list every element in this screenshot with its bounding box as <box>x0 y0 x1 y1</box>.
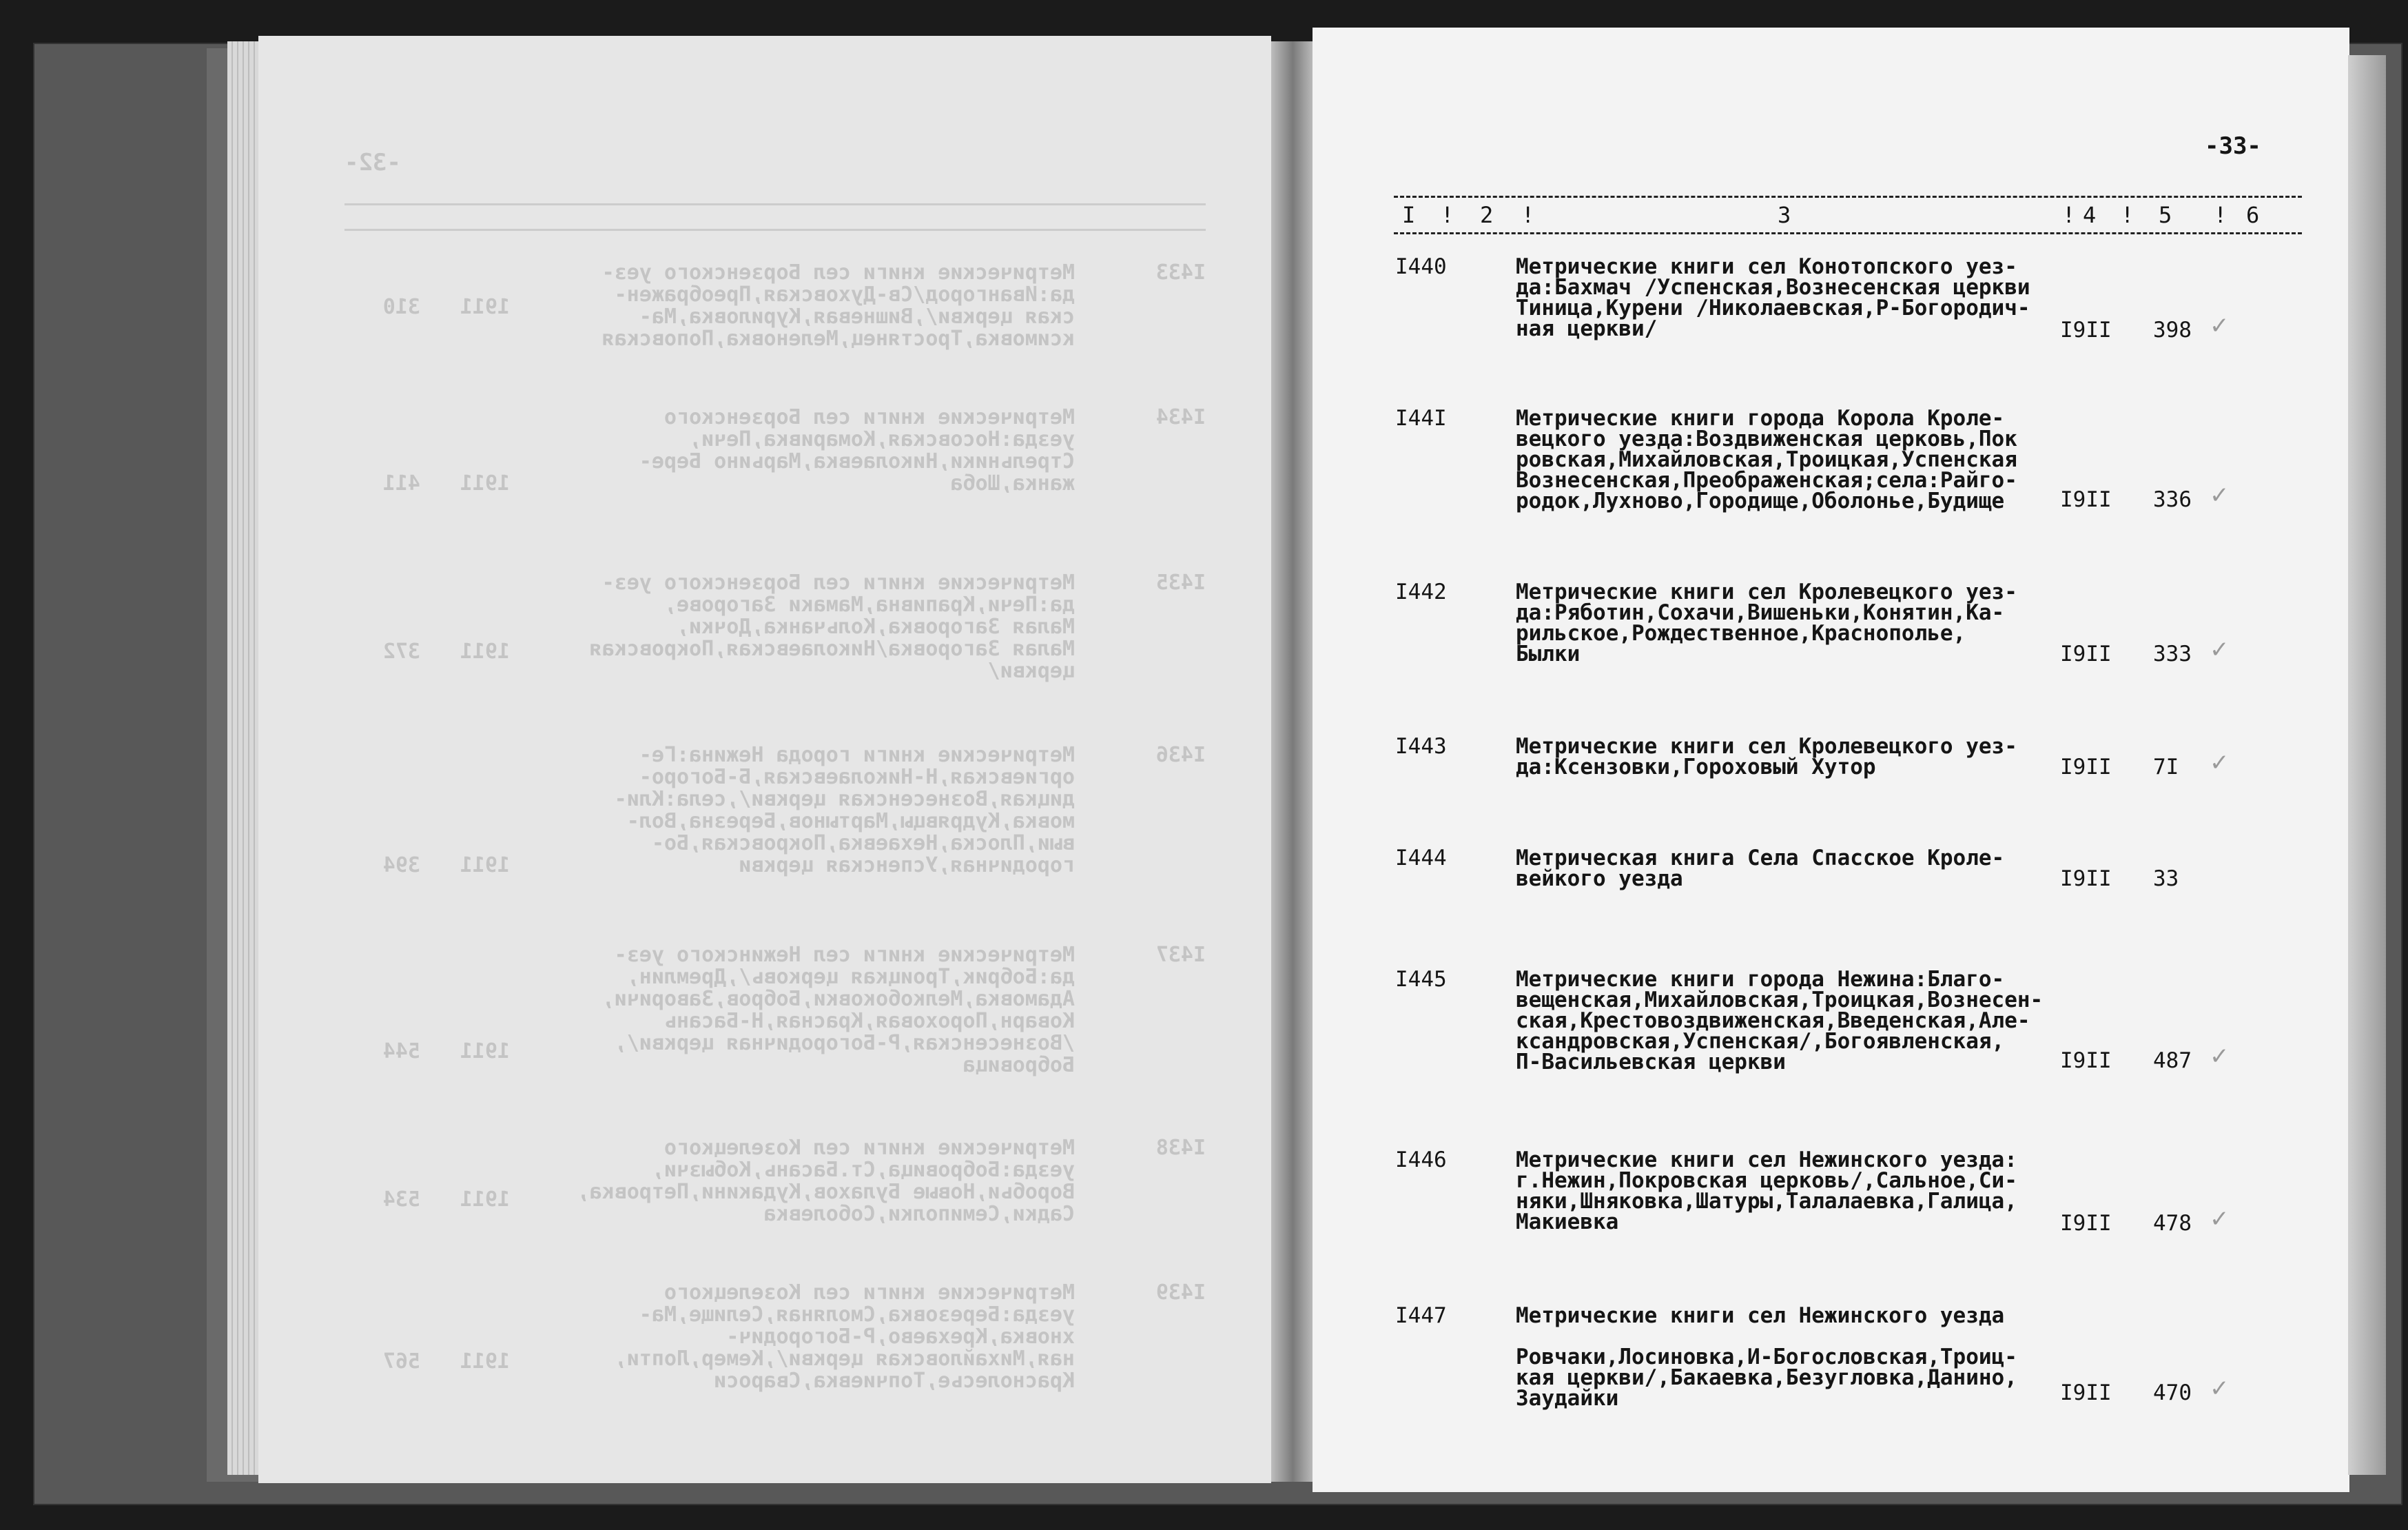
record-count: 7I <box>2153 755 2179 779</box>
record-description: Метрические книги сел Кролевецкого уез- да:Ксензовки,Гороховый Хутор <box>1516 734 2017 779</box>
record-count: 33 <box>2153 866 2179 891</box>
left-entry-number: I433 <box>1155 261 1206 285</box>
left-entry-text: Метрические книги сел Козелецкого уезда:Бобровица,Ст.Басань,Кобызчи, Воробьи,Новые Булахов,Кудакини,Петровка, Садки,Семиполки,Соболевка <box>577 1136 1075 1226</box>
header-cell: 5 <box>2159 202 2172 228</box>
record-number: I440 <box>1395 254 1447 279</box>
header-cell: ! <box>2121 202 2134 228</box>
record-number: I447 <box>1395 1303 1447 1328</box>
header-cell: 6 <box>2246 202 2260 228</box>
record-year: I9II <box>2060 318 2112 343</box>
record-number: I442 <box>1395 580 1447 604</box>
left-entry-year: 1911 <box>460 1187 510 1212</box>
check-mark: ✓ <box>2210 312 2230 340</box>
check-mark: ✓ <box>2210 1205 2230 1233</box>
page-number: -33- <box>2205 132 2261 160</box>
record-description: Метрические книги сел Нежинского уезда Ровчаки,Лосиновка,И-Богословская,Троиц- кая церкви/,Бакаевка,Безугловка,Данино, Заудайки <box>1516 1303 2017 1411</box>
record-count: 336 <box>2153 487 2192 512</box>
left-entry-text: Метрические книги сел Нежинского уез- да:Бобрик,Троицкая церковь/,Дремлин, Адамовка,Мелкобоковки,Бобров,Заворичи, Коварн,Пороховая,Красная,Н-Басань /Вознесенская,Р-Богородичная церкви/, Бобровица <box>601 943 1075 1077</box>
left-entry-count: 411 <box>382 471 420 496</box>
record-number: I445 <box>1395 967 1447 992</box>
header-cell: 3 <box>1778 202 1791 228</box>
header-cell: ! <box>2062 202 2076 228</box>
header-cell: 4 <box>2083 202 2097 228</box>
right-page-content <box>1388 0 2305 1516</box>
left-entry-year: 1911 <box>460 1349 510 1374</box>
table-header <box>1394 196 2302 234</box>
left-entry-number: I437 <box>1155 943 1206 967</box>
left-entry-count: 567 <box>382 1349 420 1374</box>
left-entry-number: I436 <box>1155 743 1206 767</box>
record-description: Метрические книги города Нежина:Благо- вещенская,Михайловская,Троицкая,Вознесен- ская,Крестовоздвиженская,Введенская,Але- ксандровская,Успенская/,Богоявленская, П-Васильевская церкви <box>1516 967 2044 1074</box>
left-entry-year: 1911 <box>460 471 510 496</box>
header-cell: ! <box>2214 202 2227 228</box>
left-entry-year: 1911 <box>460 640 510 664</box>
header-cell: I <box>1402 202 1416 228</box>
left-entry-year: 1911 <box>460 853 510 877</box>
record-year: I9II <box>2060 1048 2112 1073</box>
record-year: I9II <box>2060 642 2112 666</box>
check-mark: ✓ <box>2210 482 2230 509</box>
record-count: 487 <box>2153 1048 2192 1073</box>
record-description: Метрическая книга Села Спасское Кроле- вейкого уезда <box>1516 846 2005 891</box>
left-entry-count: 534 <box>382 1187 420 1212</box>
check-mark: ✓ <box>2210 636 2230 664</box>
left-header-row <box>344 203 1206 231</box>
record-description: Метрические книги сел Нежинского уезда: г.Нежин,Покровская церковь/,Сальное,Си- няки,Шняковка,Шатуры,Талалаевка,Галица, Макиевка <box>1516 1148 2017 1234</box>
left-entry-year: 1911 <box>460 1039 510 1063</box>
record-count: 470 <box>2153 1380 2192 1405</box>
left-entry-number: I439 <box>1155 1281 1206 1305</box>
record-number: I44I <box>1395 406 1447 431</box>
record-description: Метрические книги сел Кролевецкого уез- да:Ряботин,Сохачи,Вишеньки,Конятин,Ка- рильское,Рождественное,Краснополье, Былки <box>1516 580 2017 666</box>
left-entry-count: 372 <box>382 640 420 664</box>
check-mark: ✓ <box>2210 1375 2230 1402</box>
header-cell: ! <box>1521 202 1535 228</box>
record-year: I9II <box>2060 755 2112 779</box>
left-entry-text: Метрические книги сел Борзенского уез- да:Печи,Крапивна,Мамаки Загорове, Малая Загоровка,Кольчанка,Дочки, Малая Загоровка/Николаевская,Покровская церкви/ <box>589 571 1075 683</box>
record-count: 478 <box>2153 1211 2192 1236</box>
left-entry-number: I434 <box>1155 405 1206 429</box>
left-entry-text: Метрические книги города Нежина:Ге- оргиевская,Н-Николаевская,Б-Богоро- дицкая,Вознесенская церкви/,села:Кли- мовка,Кудрявцы,Мартынов,Березна,Вол- выи,Плоска,Нехаевка,Покровская,Бо- городичная,Успенская церкви <box>614 743 1075 877</box>
record-year: I9II <box>2060 866 2112 891</box>
left-entry-text: Метрические книги сел Борзенского уез- да:Ивангород/Св-Духовская,Преображен- ская церкви/,Вишневая,Куриловка,Ма- ксимовка,Тростянец,Меленовка,Поповская <box>601 261 1075 351</box>
check-mark: ✓ <box>2210 749 2230 777</box>
check-mark: ✓ <box>2210 1043 2230 1070</box>
left-entry-year: 1911 <box>460 295 510 319</box>
record-count: 333 <box>2153 642 2192 666</box>
left-entry-count: 394 <box>382 853 420 877</box>
record-count: 398 <box>2153 318 2192 343</box>
record-description: Метрические книги города Корола Кроле- вецкого уезда:Воздвиженская церковь,Пок ровская,Михайловская,Троицкая,Успенская Вознесенская,Преображенская;села:Райго- родок,Лухново,Городище,Оболонье,Будище <box>1516 406 2017 513</box>
record-number: I444 <box>1395 846 1447 870</box>
record-description: Метрические книги сел Конотопского уез- да:Бахмач /Успенская,Вознесенская церкви Тиница,Курени /Николаевская,Р-Богородич- ная церкви/ <box>1516 254 2030 341</box>
left-entry-count: 544 <box>382 1039 420 1063</box>
record-year: I9II <box>2060 1211 2112 1236</box>
left-entry-text: Метрические книги сел Козелецкого уезда:Березовка,Смоляная,Селище,Ма- хновка,Крехаево,Р-Богородич- ная,Михайловская церкви/,Кемер,Лопти, Краснолесье,Топчиевка,Свароси <box>614 1281 1075 1393</box>
record-year: I9II <box>2060 1380 2112 1405</box>
left-entry-number: I438 <box>1155 1136 1206 1160</box>
header-cell: 2 <box>1480 202 1494 228</box>
record-number: I443 <box>1395 734 1447 759</box>
page-stack-right <box>2348 55 2386 1475</box>
record-year: I9II <box>2060 487 2112 512</box>
left-entry-number: I435 <box>1155 571 1206 595</box>
record-number: I446 <box>1395 1148 1447 1172</box>
left-entry-text: Метрические книги сел Борзенского уезда:Носовская,Комаривка,Печи, Стрельники,Николаевка,Марьино Бере- жанка,Шоба <box>639 405 1075 496</box>
left-page-number: -32- <box>344 149 401 176</box>
left-page-bleed-through <box>344 117 1206 1440</box>
left-entry-count: 310 <box>382 295 420 319</box>
header-cell: ! <box>1441 202 1454 228</box>
